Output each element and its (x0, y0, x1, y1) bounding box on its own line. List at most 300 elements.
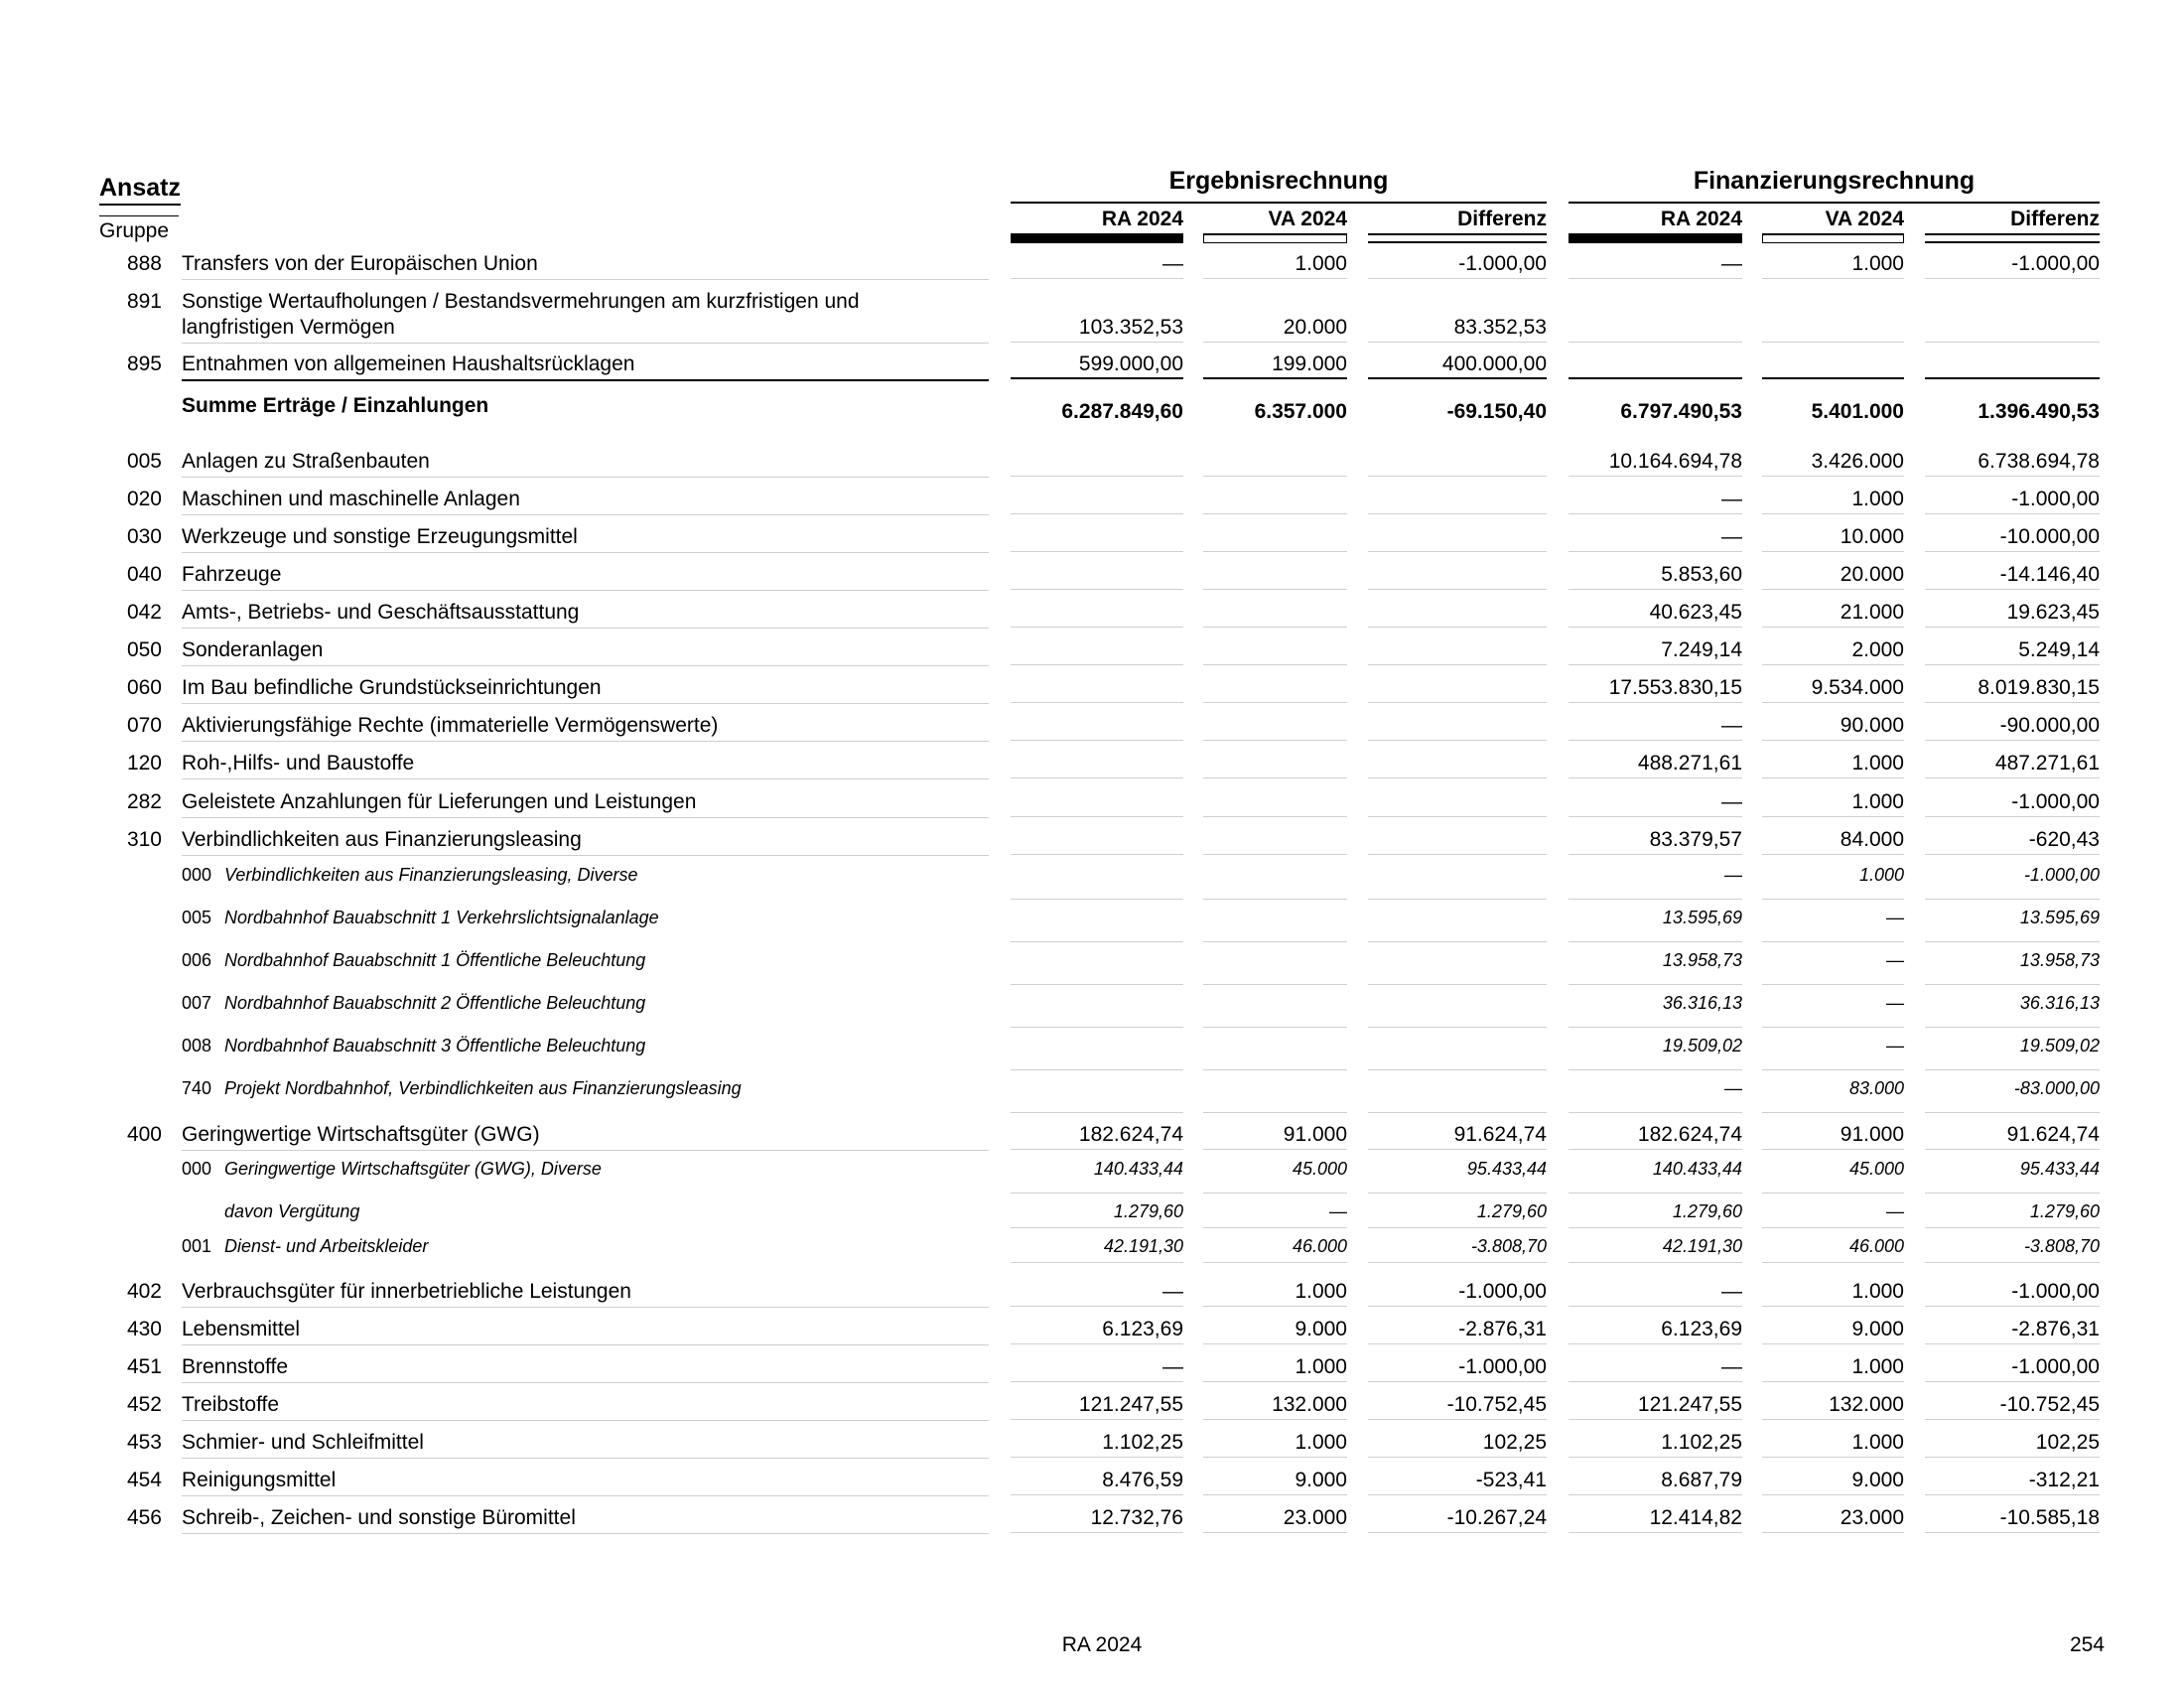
row-value-fr-diff: 487.271,61 (1925, 751, 2100, 778)
row-code: 060 (126, 676, 162, 699)
row-value-er-ra: 6.123,69 (1011, 1317, 1183, 1344)
row-value-er-diff (1368, 789, 1547, 817)
table-row (0, 992, 2184, 1030)
row-value-fr-diff: 19.623,45 (1925, 600, 2100, 628)
row-value-er-va (1203, 949, 1347, 985)
ra-legend-bar-fr (1569, 234, 1742, 243)
row-value-fr-va: 20.000 (1762, 562, 1904, 590)
row-value-er-va: 45.000 (1203, 1158, 1347, 1194)
table-row (0, 907, 2184, 944)
row-value-er-diff: -10.752,45 (1368, 1392, 1547, 1420)
row-value-er-ra: 140.433,44 (1011, 1158, 1183, 1194)
row-label: Lebensmittel (182, 1317, 989, 1345)
row-value-er-diff: -3.808,70 (1368, 1235, 1547, 1263)
col-header-fr-diff: Differenz (1925, 207, 2100, 235)
row-value-er-va: 1.000 (1203, 1430, 1347, 1458)
row-label: Nordbahnhof Bauabschnitt 3 Öffentliche Beleuchtung (224, 1036, 646, 1055)
row-label: Sonderanlagen (182, 637, 989, 666)
col-header-fr-ra: RA 2024 (1569, 207, 1742, 235)
row-value-er-diff: -1.000,00 (1368, 251, 1547, 279)
row-value-fr-diff: 1.396.490,53 (1978, 400, 2100, 423)
row-value-er-va: 46.000 (1203, 1235, 1347, 1263)
table-row (0, 449, 2184, 479)
row-code: 007 (182, 993, 212, 1013)
row-value-er-va (1203, 907, 1347, 942)
row-label: Roh-,Hilfs- und Baustoffe (182, 751, 989, 779)
row-value-fr-ra: 6.123,69 (1569, 1317, 1742, 1344)
row-value-fr-va: 3.426.000 (1762, 449, 1904, 477)
row-label: Aktivierungsfähige Rechte (immaterielle Vermögenswerte) (182, 713, 989, 742)
row-code: 430 (126, 1318, 162, 1340)
row-label: Nordbahnhof Bauabschnitt 2 Öffentliche Beleuchtung (224, 993, 646, 1013)
row-label: Amts-, Betriebs- und Geschäftsausstattung (182, 600, 989, 629)
row-value-fr-ra: 6.797.490,53 (1620, 400, 1742, 423)
row-value-fr-va: — (1762, 992, 1904, 1028)
row-value-er-diff: 102,25 (1368, 1430, 1547, 1458)
row-value-fr-diff: -90.000,00 (1925, 713, 2100, 741)
row-value-er-diff (1368, 1077, 1547, 1113)
row-value-fr-ra: 40.623,45 (1569, 600, 1742, 628)
ra-legend-bar-er (1011, 234, 1183, 243)
row-value-fr-va: 9.534.000 (1762, 675, 1904, 703)
row-code: 282 (126, 790, 162, 813)
row-label: Im Bau befindliche Grundstückseinrichtungen (182, 675, 989, 704)
row-value-er-ra: 182.624,74 (1011, 1122, 1183, 1150)
row-code: 120 (126, 752, 162, 774)
row-value-fr-va: 132.000 (1762, 1392, 1904, 1420)
row-value-er-ra (1011, 449, 1183, 477)
table-row (0, 524, 2184, 554)
row-value-fr-ra: 8.687,79 (1569, 1468, 1742, 1495)
table-row (0, 675, 2184, 705)
row-value-fr-va: 46.000 (1762, 1235, 1904, 1263)
row-label: Projekt Nordbahnhof, Verbindlichkeiten aus Finanzierungsleasing (224, 1078, 742, 1098)
row-value-er-ra: 12.732,76 (1011, 1505, 1183, 1533)
row-value-fr-va: 83.000 (1762, 1077, 1904, 1113)
row-value-fr-diff: -10.752,45 (1925, 1392, 2100, 1420)
row-code: 000 (182, 1159, 212, 1179)
va-legend-bar-er (1203, 234, 1347, 243)
row-value-fr-va: 1.000 (1762, 864, 1904, 900)
row-value-er-diff (1368, 562, 1547, 590)
row-value-fr-ra: 10.164.694,78 (1569, 449, 1742, 477)
row-label: Brennstoffe (182, 1354, 989, 1383)
row-value-fr-diff: 6.738.694,78 (1925, 449, 2100, 477)
row-code: 895 (126, 352, 162, 375)
row-value-fr-va: — (1762, 907, 1904, 942)
row-label: Werkzeuge und sonstige Erzeugungsmittel (182, 524, 989, 553)
row-value-er-va (1203, 637, 1347, 665)
row-value-fr-ra: 182.624,74 (1569, 1122, 1742, 1150)
row-value-fr-ra: 1.279,60 (1569, 1200, 1742, 1228)
row-code: 402 (126, 1280, 162, 1303)
col-header-er-ra: RA 2024 (1011, 207, 1183, 235)
row-code: 040 (126, 563, 162, 586)
row-value-fr-diff: 102,25 (1925, 1430, 2100, 1458)
row-value-er-diff (1368, 487, 1547, 514)
row-value-er-va (1203, 827, 1347, 855)
diff-legend-line-fr (1925, 234, 2100, 243)
row-value-fr-va: 90.000 (1762, 713, 1904, 741)
row-value-er-va: 20.000 (1203, 289, 1347, 343)
row-value-er-ra (1011, 713, 1183, 741)
row-value-er-va (1203, 562, 1347, 590)
row-label: Verbindlichkeiten aus Finanzierungsleasing (182, 827, 989, 856)
row-value-fr-va: — (1762, 1200, 1904, 1228)
row-value-er-diff (1368, 675, 1547, 703)
row-value-er-ra (1011, 789, 1183, 817)
table-row (0, 713, 2184, 743)
row-value-fr-ra: 13.958,73 (1569, 949, 1742, 985)
row-value-fr-va: 23.000 (1762, 1505, 1904, 1533)
row-value-er-va (1203, 1035, 1347, 1070)
row-value-er-va (1203, 751, 1347, 778)
row-value-fr-ra: 19.509,02 (1569, 1035, 1742, 1070)
row-label (182, 289, 989, 344)
table-row (0, 289, 2184, 345)
row-value-er-ra (1011, 1035, 1183, 1070)
row-value-er-ra (1011, 827, 1183, 855)
row-value-fr-diff: 19.509,02 (1925, 1035, 2100, 1070)
table-row (0, 789, 2184, 819)
row-value-er-va (1203, 449, 1347, 477)
row-value-er-va (1203, 713, 1347, 741)
row-value-fr-diff: -3.808,70 (1925, 1235, 2100, 1263)
row-value-er-diff (1368, 713, 1547, 741)
row-value-er-ra: — (1011, 251, 1183, 279)
row-value-er-va: — (1203, 1200, 1347, 1228)
row-value-fr-ra: 5.853,60 (1569, 562, 1742, 590)
row-value-er-va (1203, 1077, 1347, 1113)
row-value-er-ra (1011, 751, 1183, 778)
row-value-fr-diff: 1.279,60 (1925, 1200, 2100, 1228)
row-label-line-1: Sonstige Wertaufholungen / Bestandsvermehrungen am kurzfristigen und (182, 290, 860, 313)
table-row (0, 1354, 2184, 1384)
row-value-fr-va: 91.000 (1762, 1122, 1904, 1150)
row-value-fr-ra: 83.379,57 (1569, 827, 1742, 855)
ansatz-header: Ansatz (99, 174, 181, 206)
row-value-fr-ra: 12.414,82 (1569, 1505, 1742, 1533)
row-value-fr-diff: 91.624,74 (1925, 1122, 2100, 1150)
row-value-er-diff (1368, 600, 1547, 628)
row-value-fr-va: 1.000 (1762, 487, 1904, 514)
row-label: Schreib-, Zeichen- und sonstige Büromittel (182, 1505, 989, 1534)
row-value-er-va (1203, 675, 1347, 703)
row-code: 453 (126, 1431, 162, 1454)
row-value-er-diff: -2.876,31 (1368, 1317, 1547, 1344)
row-value-fr-va: 1.000 (1762, 1430, 1904, 1458)
row-value-fr-diff: -14.146,40 (1925, 562, 2100, 590)
row-value-fr-ra (1569, 289, 1742, 343)
row-value-fr-diff: -620,43 (1925, 827, 2100, 855)
row-value-er-ra: — (1011, 1354, 1183, 1382)
row-code: 020 (126, 488, 162, 510)
row-value-er-ra (1011, 637, 1183, 665)
row-value-fr-diff: -1.000,00 (1925, 1279, 2100, 1307)
row-value-er-diff (1368, 864, 1547, 900)
row-value-er-ra: 121.247,55 (1011, 1392, 1183, 1420)
row-code: 005 (126, 450, 162, 473)
row-value-er-va (1203, 789, 1347, 817)
row-value-fr-diff: -83.000,00 (1925, 1077, 2100, 1113)
row-value-fr-va: 45.000 (1762, 1158, 1904, 1194)
row-value-fr-ra: 36.316,13 (1569, 992, 1742, 1028)
row-label: Verbindlichkeiten aus Finanzierungsleasing, Diverse (224, 865, 638, 885)
row-value-fr-ra: 1.102,25 (1569, 1430, 1742, 1458)
row-value-er-ra: — (1011, 1279, 1183, 1307)
page-number: 254 (2069, 1633, 2105, 1656)
table-row (0, 1505, 2184, 1535)
diff-legend-line-er (1368, 234, 1547, 243)
table-row (0, 1077, 2184, 1115)
row-value-fr-diff: -1.000,00 (1925, 251, 2100, 279)
row-value-fr-va: 1.000 (1762, 751, 1904, 778)
col-header-fr-va: VA 2024 (1762, 207, 1904, 235)
table-row (0, 949, 2184, 987)
row-value-er-diff: 400.000,00 (1368, 352, 1547, 379)
row-value-fr-ra: — (1569, 713, 1742, 741)
row-value-fr-ra: 140.433,44 (1569, 1158, 1742, 1194)
row-value-er-diff: -1.000,00 (1368, 1279, 1547, 1307)
table-row (0, 827, 2184, 857)
row-value-er-va: 9.000 (1203, 1317, 1347, 1344)
row-value-fr-diff: 5.249,14 (1925, 637, 2100, 665)
row-value-er-va (1203, 992, 1347, 1028)
row-label: Geringwertige Wirtschaftsgüter (GWG), Diverse (224, 1159, 602, 1179)
row-value-er-ra: 103.352,53 (1011, 289, 1183, 343)
row-value-fr-ra: — (1569, 864, 1742, 900)
row-value-er-va: 1.000 (1203, 1279, 1347, 1307)
row-code: 005 (182, 908, 212, 927)
table-row (0, 864, 2184, 902)
row-value-er-diff: 95.433,44 (1368, 1158, 1547, 1194)
row-value-fr-va: 1.000 (1762, 1279, 1904, 1307)
row-value-fr-diff: 13.958,73 (1925, 949, 2100, 985)
va-legend-bar-fr (1762, 234, 1904, 243)
table-row (0, 1158, 2184, 1196)
row-value-er-ra: 1.102,25 (1011, 1430, 1183, 1458)
row-label: davon Vergütung (224, 1201, 360, 1221)
row-value-er-va: 1.000 (1203, 1354, 1347, 1382)
row-value-fr-va: 9.000 (1762, 1468, 1904, 1495)
row-label: Geleistete Anzahlungen für Lieferungen und Leistungen (182, 789, 989, 818)
row-value-er-diff (1368, 524, 1547, 552)
row-value-fr-va: 2.000 (1762, 637, 1904, 665)
row-code: 008 (182, 1036, 212, 1055)
row-code: 042 (126, 601, 162, 624)
table-row (0, 562, 2184, 592)
row-value-fr-diff: -1.000,00 (1925, 1354, 2100, 1382)
row-label: Transfers von der Europäischen Union (182, 251, 989, 280)
row-label: Nordbahnhof Bauabschnitt 1 Öffentliche Beleuchtung (224, 950, 646, 970)
row-code: 050 (126, 638, 162, 661)
table-row (0, 751, 2184, 780)
row-value-er-ra (1011, 675, 1183, 703)
row-value-er-diff: 91.624,74 (1368, 1122, 1547, 1150)
row-value-fr-va: 9.000 (1762, 1317, 1904, 1344)
row-code: 456 (126, 1506, 162, 1529)
row-value-er-va: 1.000 (1203, 251, 1347, 279)
row-value-er-ra: 1.279,60 (1011, 1200, 1183, 1228)
row-value-fr-ra: 13.595,69 (1569, 907, 1742, 942)
table-row (0, 393, 2184, 423)
row-value-fr-ra: — (1569, 251, 1742, 279)
row-value-er-ra (1011, 600, 1183, 628)
row-value-fr-va: 1.000 (1762, 789, 1904, 817)
row-code: 888 (126, 252, 162, 275)
row-label: Anlagen zu Straßenbauten (182, 449, 989, 478)
row-value-er-diff (1368, 637, 1547, 665)
row-value-fr-ra: 17.553.830,15 (1569, 675, 1742, 703)
row-code: 000 (182, 865, 212, 885)
row-value-er-ra: 42.191,30 (1011, 1235, 1183, 1263)
row-value-er-diff (1368, 751, 1547, 778)
row-value-er-va: 23.000 (1203, 1505, 1347, 1533)
row-value-er-diff (1368, 449, 1547, 477)
table-row (0, 637, 2184, 667)
row-value-fr-ra: 488.271,61 (1569, 751, 1742, 778)
row-value-er-diff: 83.352,53 (1368, 289, 1547, 343)
row-value-er-ra (1011, 487, 1183, 514)
row-label: Dienst- und Arbeitskleider (224, 1236, 429, 1256)
row-value-fr-diff: -1.000,00 (1925, 864, 2100, 900)
row-value-er-diff: -10.267,24 (1368, 1505, 1547, 1533)
table-row (0, 1200, 2184, 1230)
row-label: Maschinen und maschinelle Anlagen (182, 487, 989, 515)
row-value-er-diff: -69.150,40 (1446, 400, 1547, 423)
row-value-er-va (1203, 864, 1347, 900)
row-label: Summe Erträge / Einzahlungen (182, 394, 489, 417)
row-value-fr-ra: 7.249,14 (1569, 637, 1742, 665)
row-code: 891 (126, 290, 162, 313)
row-value-fr-diff: 8.019.830,15 (1925, 675, 2100, 703)
row-code: 400 (126, 1123, 162, 1146)
table-row (0, 487, 2184, 516)
table-row (0, 1235, 2184, 1265)
row-value-er-diff (1368, 907, 1547, 942)
row-value-er-ra (1011, 864, 1183, 900)
row-value-er-ra: 599.000,00 (1011, 352, 1183, 379)
row-value-fr-diff (1925, 289, 2100, 343)
row-value-er-va: 9.000 (1203, 1468, 1347, 1495)
table-row (0, 1392, 2184, 1422)
row-value-er-diff (1368, 949, 1547, 985)
row-value-er-va: 91.000 (1203, 1122, 1347, 1150)
row-value-fr-ra: 121.247,55 (1569, 1392, 1742, 1420)
row-value-er-va (1203, 600, 1347, 628)
row-value-er-ra: 6.287.849,60 (1061, 400, 1183, 423)
row-label: Reinigungsmittel (182, 1468, 989, 1496)
row-value-fr-va: 21.000 (1762, 600, 1904, 628)
row-value-er-diff: -1.000,00 (1368, 1354, 1547, 1382)
row-value-er-diff: -523,41 (1368, 1468, 1547, 1495)
row-value-fr-ra: — (1569, 1077, 1742, 1113)
ergebnisrechnung-header: Ergebnisrechnung (1011, 167, 1547, 204)
row-value-fr-ra: — (1569, 1279, 1742, 1307)
row-value-fr-va: — (1762, 949, 1904, 985)
row-value-fr-diff: -1.000,00 (1925, 789, 2100, 817)
row-code: 452 (126, 1393, 162, 1416)
row-value-er-ra (1011, 907, 1183, 942)
row-value-er-va: 132.000 (1203, 1392, 1347, 1420)
row-value-er-diff (1368, 1035, 1547, 1070)
row-value-er-ra (1011, 562, 1183, 590)
table-row (0, 1317, 2184, 1346)
table-row (0, 1279, 2184, 1309)
row-value-er-ra (1011, 992, 1183, 1028)
table-row (0, 600, 2184, 630)
row-code: 070 (126, 714, 162, 737)
row-value-fr-diff: 36.316,13 (1925, 992, 2100, 1028)
row-code: 451 (126, 1355, 162, 1378)
row-value-er-va (1203, 487, 1347, 514)
row-value-er-diff (1368, 992, 1547, 1028)
col-header-er-diff: Differenz (1368, 207, 1547, 235)
table-row (0, 1468, 2184, 1497)
row-value-fr-va: 5.401.000 (1811, 400, 1904, 423)
row-value-fr-ra: 42.191,30 (1569, 1235, 1742, 1263)
row-value-fr-va: 1.000 (1762, 1354, 1904, 1382)
row-value-er-va: 199.000 (1203, 352, 1347, 379)
row-code: 030 (126, 525, 162, 548)
row-value-fr-va: 10.000 (1762, 524, 1904, 552)
col-header-er-va: VA 2024 (1203, 207, 1347, 235)
row-value-fr-diff (1925, 352, 2100, 379)
row-value-fr-ra: — (1569, 789, 1742, 817)
finanzierungsrechnung-header: Finanzierungsrechnung (1569, 167, 2100, 204)
row-value-er-ra (1011, 1077, 1183, 1113)
row-value-fr-va: — (1762, 1035, 1904, 1070)
row-value-fr-va (1762, 352, 1904, 379)
row-value-fr-ra: — (1569, 487, 1742, 514)
row-value-er-ra (1011, 949, 1183, 985)
row-value-fr-diff: -2.876,31 (1925, 1317, 2100, 1344)
row-value-er-ra (1011, 524, 1183, 552)
row-value-er-va (1203, 524, 1347, 552)
table-row (0, 352, 2184, 381)
row-value-fr-diff: -10.585,18 (1925, 1505, 2100, 1533)
row-label: Treibstoffe (182, 1392, 989, 1421)
row-value-er-ra: 8.476,59 (1011, 1468, 1183, 1495)
table-row (0, 251, 2184, 281)
row-label: Entnahmen von allgemeinen Haushaltsrücklagen (182, 352, 989, 381)
table-row (0, 1430, 2184, 1460)
row-label: Nordbahnhof Bauabschnitt 1 Verkehrslichtsignalanlage (224, 908, 659, 927)
row-label: Geringwertige Wirtschaftsgüter (GWG) (182, 1122, 989, 1151)
row-code: 310 (126, 828, 162, 851)
row-value-fr-diff: -1.000,00 (1925, 487, 2100, 514)
row-code: 740 (182, 1078, 212, 1098)
row-value-fr-ra: — (1569, 1354, 1742, 1382)
row-value-fr-va (1762, 289, 1904, 343)
row-value-er-va: 6.357.000 (1254, 400, 1347, 423)
row-value-fr-va: 1.000 (1762, 251, 1904, 279)
row-value-fr-va: 84.000 (1762, 827, 1904, 855)
row-code: 006 (182, 950, 212, 970)
table-row (0, 1122, 2184, 1152)
row-value-fr-ra: — (1569, 524, 1742, 552)
row-code: 001 (182, 1236, 212, 1256)
row-code: 454 (126, 1469, 162, 1491)
row-value-er-diff (1368, 827, 1547, 855)
row-value-fr-diff: -312,21 (1925, 1468, 2100, 1495)
table-row (0, 1035, 2184, 1072)
row-value-fr-diff: 95.433,44 (1925, 1158, 2100, 1194)
row-label: Verbrauchsgüter für innerbetriebliche Leistungen (182, 1279, 989, 1308)
row-value-fr-diff: 13.595,69 (1925, 907, 2100, 942)
gruppe-header: Gruppe (99, 215, 179, 244)
row-label-line-2: langfristigen Vermögen (182, 316, 395, 339)
